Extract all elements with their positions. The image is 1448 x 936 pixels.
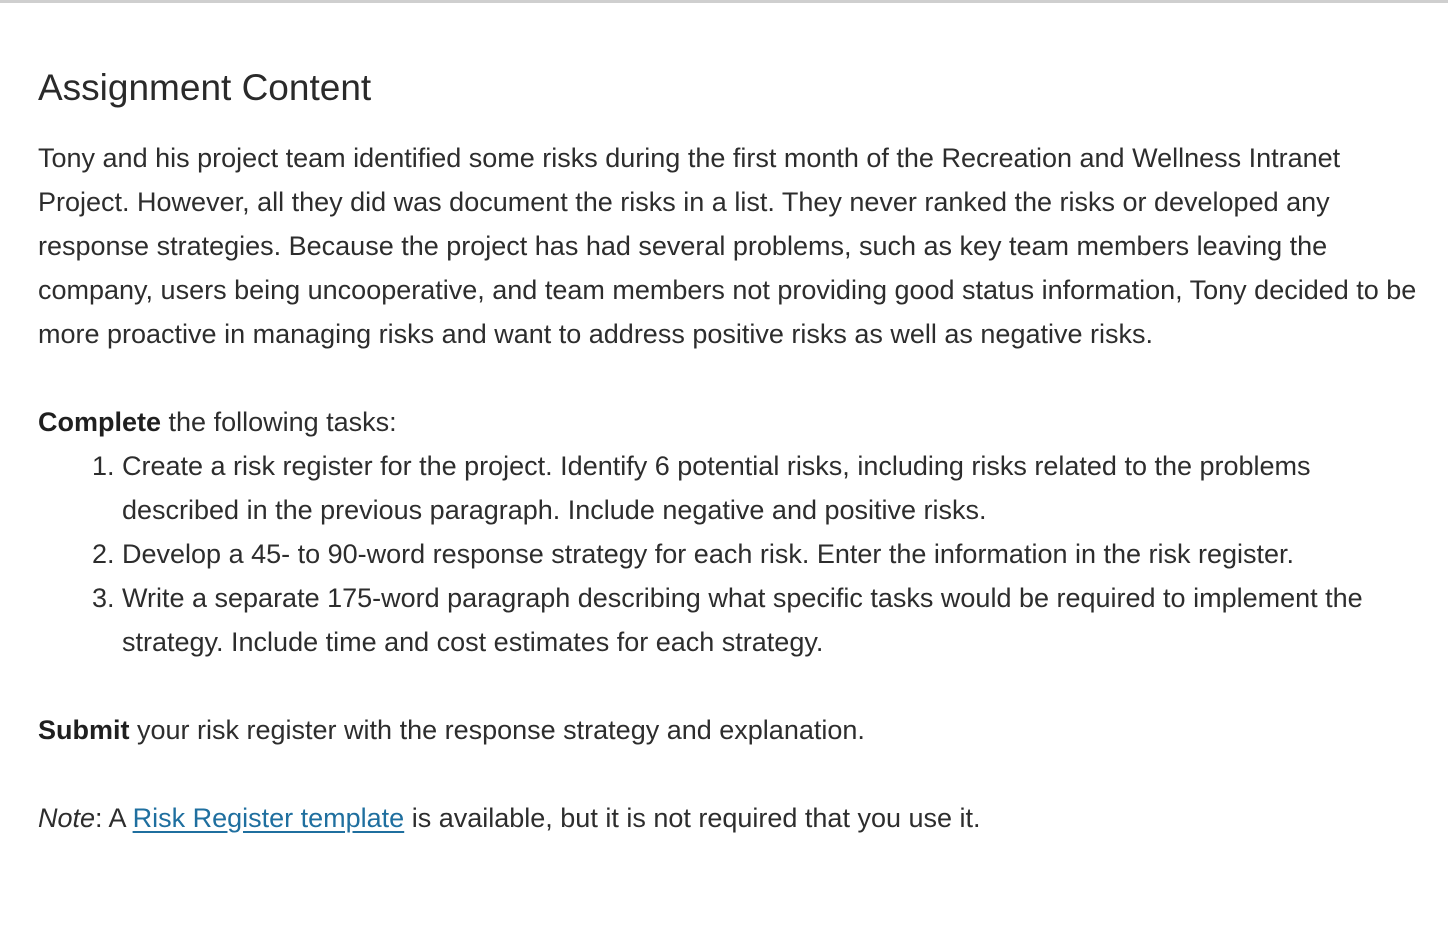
submit-rest: your risk register with the response strategy and explanation.	[129, 715, 865, 745]
task-item-1: 1. Create a risk register for the project. Identify 6 potential risks, including risks related to the problems described in the previous paragraph. Include negative and positive risks.	[122, 444, 1418, 532]
tasks-intro-rest: the following tasks:	[161, 407, 397, 437]
assignment-content	[38, 62, 1418, 840]
page-title: Assignment Content	[38, 67, 372, 108]
submit-bold: Submit	[38, 715, 130, 745]
task-item-3: 3. Write a separate 175-word paragraph describing what specific tasks would be required to implement the strategy. Include time and cost estimates for each strategy.	[122, 576, 1418, 664]
note-suffix: is available, but it is not required that you use it.	[404, 803, 981, 833]
risk-register-template-link[interactable]: Risk Register template	[132, 803, 405, 833]
task-list	[38, 444, 1418, 664]
note-prefix: : A	[95, 803, 133, 833]
tasks-intro-bold: Complete	[38, 407, 162, 437]
top-divider	[0, 0, 1448, 3]
note-paragraph	[38, 796, 1418, 840]
tasks-intro	[38, 400, 1418, 444]
submit-paragraph	[38, 708, 1418, 752]
task-item-2: 2. Develop a 45- to 90-word response strategy for each risk. Enter the information in the risk register.	[122, 532, 1418, 576]
intro-paragraph: Tony and his project team identified some risks during the first month of the Recreation and Wellness Intranet Project. However, all they did was document the risks in a list. They never ranked the risks or developed any response strategies. Because the project has had several problems, such as key team members leaving the company, users being uncooperative, and team members not providing good status information, Tony decided to be more proactive in managing risks and want to address positive risks as well as negative risks.	[38, 143, 1417, 349]
note-label: Note	[38, 803, 96, 833]
